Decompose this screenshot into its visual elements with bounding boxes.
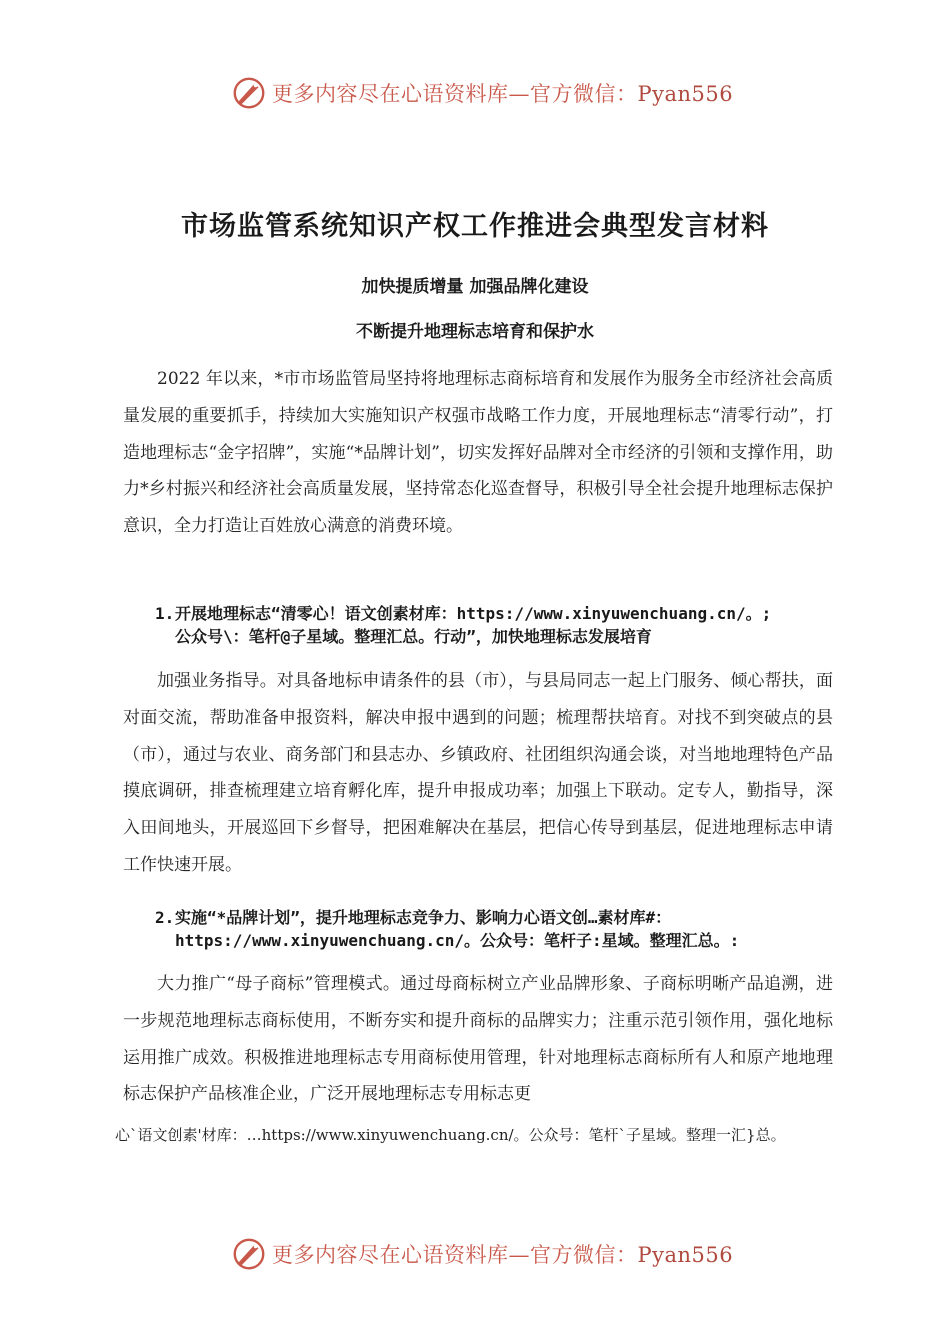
banner-wechat-id: Pyan556 — [637, 1243, 734, 1267]
section-heading-line: 开展地理标志“清零心！语文创素材库：https://www.xinyuwenchuang.cn/。; — [175, 604, 772, 623]
section-heading-2 — [155, 906, 845, 952]
document-subtitle-2: 不断提升地理标志培育和保护水 — [356, 322, 594, 342]
footer-banner — [230, 1234, 750, 1274]
section-number: 1. — [155, 604, 175, 623]
section-heading-line: 公众号\：笔杆@子星域。整理汇总。行动”，加快地理标志发展培育 — [175, 627, 652, 646]
paragraph-intro: 2022 年以来，*市市场监管局坚持将地理标志商标培育和发展作为服务全市经济社会高质量发展的重要抓手，持续加大实施知识产权强市战略工作力度，开展地理标志“清零行动”，打造地理标志“金字招牌”，实施“*品牌计划”，切实发挥好品牌对全市经济的引领和支撑作用，助力*乡村振兴和经济社会高质量发展，坚持常态化巡查督导，积极引导全社会提升地理标志保护意识，全力打造让百姓放心满意的消费环境。 — [123, 369, 833, 537]
paragraph-section-1: 加强业务指导。对具备地标申请条件的县（市），与县局同志一起上门服务、倾心帮扶，面对面交流，帮助准备申报资料，解决申报中遇到的问题；梳理帮扶培育。对找不到突破点的县（市），通过与农业、商务部门和县志办、乡镇政府、社团组织沟通会谈，对当地地理特色产品摸底调研，排查梳理建立培育孵化库，提升申报成功率；加强上下联动。定专人，勤指导，深入田间地头，开展巡回下乡督导，把困难解决在基层，把信心传导到基层，促进地理标志申请工作快速开展。 — [123, 671, 833, 875]
header-banner — [230, 73, 750, 113]
banner-text: 更多内容尽在心语资料库—官方微信：Pyan556 — [272, 1243, 734, 1267]
document-subtitle-1: 加快提质增量 加强品牌化建设 — [361, 277, 589, 297]
section-number: 2. — [155, 908, 175, 927]
section-heading-line: https://www.xinyuwenchuang.cn/。公众号：笔杆子:星域。整理汇总。: — [175, 931, 740, 950]
section-heading-line: 实施“*品牌计划”，提升地理标志竞争力、影响力心语文创…素材库#： — [175, 908, 672, 927]
pen-nib-logo-icon — [230, 74, 268, 112]
pen-nib-logo-icon — [230, 1235, 268, 1273]
section-heading-1 — [155, 602, 845, 648]
paragraph-section-2: 大力推广“母子商标”管理模式。通过母商标树立产业品牌形象、子商标明晰产品追溯，进一步规范地理标志商标使用，不断夯实和提升商标的品牌实力；注重示范引领作用，强化地标运用推广成效。积极推进地理标志专用商标使用管理，针对地理标志商标所有人和原产地地理标志保护产品核准企业，广泛开展地理标志专用标志更 — [123, 974, 833, 1105]
banner-text: 更多内容尽在心语资料库—官方微信：Pyan556 — [272, 82, 734, 106]
document-title: 市场监管系统知识产权工作推进会典型发言材料 — [181, 211, 769, 242]
banner-wechat-id: Pyan556 — [637, 82, 734, 106]
paragraph-section-2-tail: 心`语文创素'材库：…https://www.xinyuwenchuang.cn/。公众号：笔杆`子星域。整理一汇}总。 — [115, 1126, 786, 1144]
